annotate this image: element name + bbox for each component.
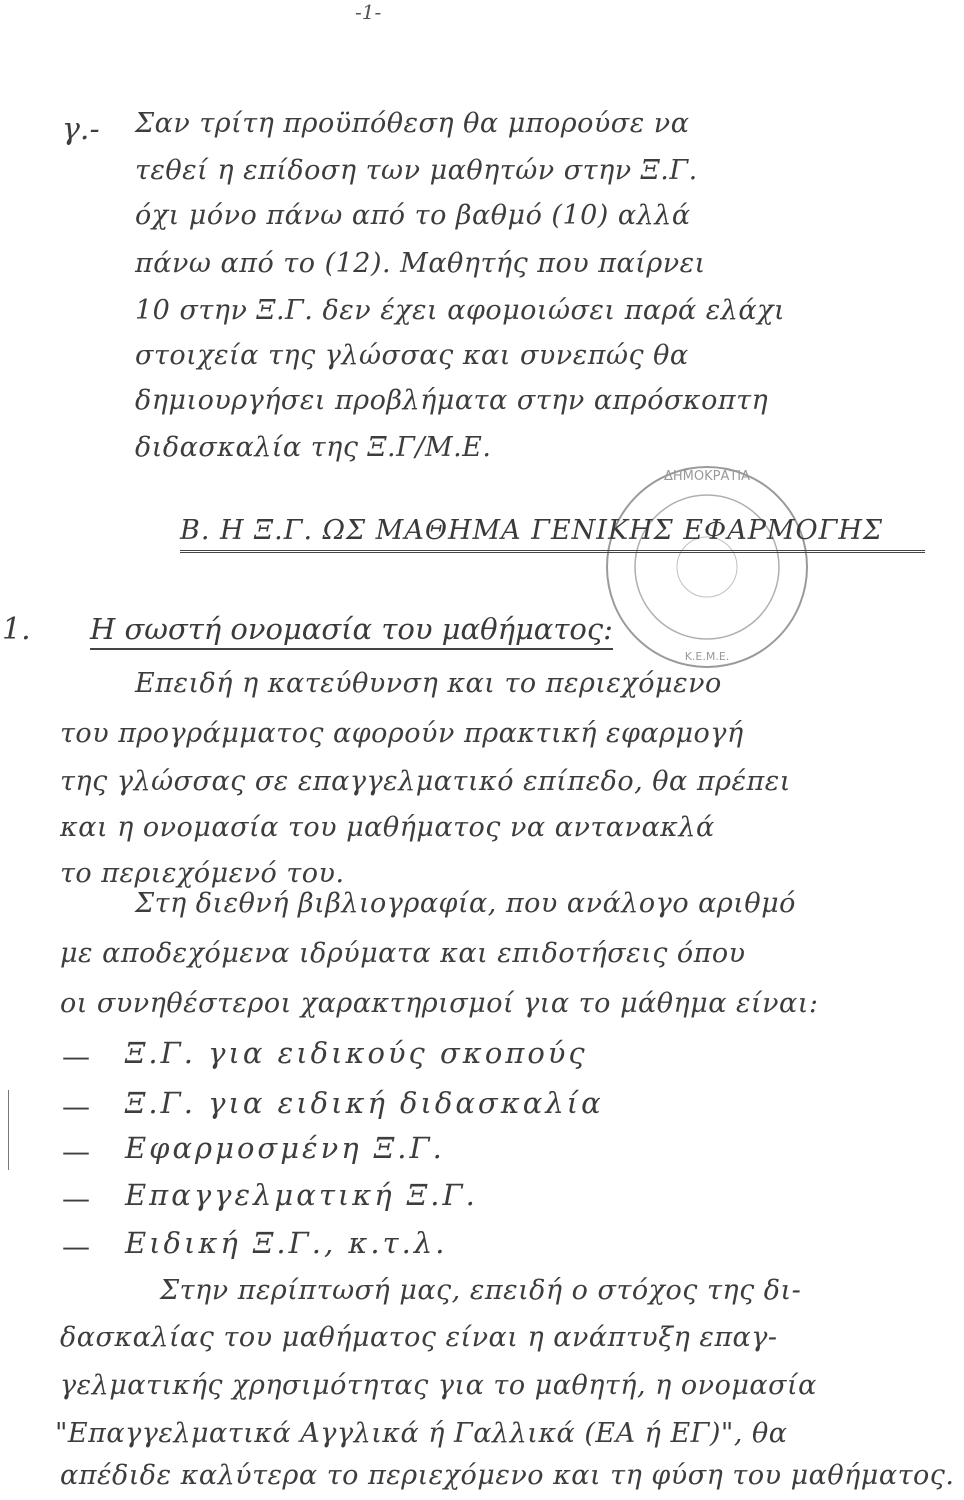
list-dash: —	[62, 1090, 90, 1123]
text-line: όχι μόνο πάνω από το βαθμό (10) αλλά	[135, 200, 691, 231]
list-dash: —	[62, 1135, 90, 1168]
text-line: και η ονομασία του μαθήματος να αντανακλά	[60, 812, 715, 843]
list-item: Ξ.Γ. για ειδική διδασκαλία	[125, 1086, 604, 1120]
list-dash: —	[62, 1040, 90, 1073]
text-line: Στη διεθνή βιβλιογραφία, που ανάλογο αριθμό	[135, 888, 796, 919]
text-line: Επειδή η κατεύθυνση και το περιεχόμενο	[135, 668, 722, 699]
page-number: -1-	[355, 0, 382, 24]
margin-mark	[8, 1090, 9, 1170]
text-line: τεθεί η επίδοση των μαθητών στην Ξ.Γ.	[135, 155, 698, 186]
text-line: δημιουργήσει προβλήματα στην απρόσκοπτη	[135, 385, 769, 416]
official-stamp	[600, 460, 815, 675]
section-heading-b: Β. Η Ξ.Γ. ΩΣ ΜΑΘΗΜΑ ΓΕΝΙΚΗΣ ΕΦΑΡΜΟΓΗΣ	[180, 515, 925, 553]
section-heading-1: Η σωστή ονομασία του μαθήματος:	[90, 612, 613, 650]
text-line: πάνω από το (12). Μαθητής που παίρνει	[135, 248, 706, 279]
text-line: δασκαλίας του μαθήματος είναι η ανάπτυξη επαγ-	[60, 1322, 778, 1353]
svg-text:ΔΗΜΟΚΡΑΤΙΑ: ΔΗΜΟΚΡΑΤΙΑ	[663, 469, 751, 484]
text-line: στοιχεία της γλώσσας και συνεπώς θα	[135, 340, 689, 371]
text-line: της γλώσσας σε επαγγελματικό επίπεδο, θα πρέπει	[60, 766, 791, 797]
text-line: 10 στην Ξ.Γ. δεν έχει αφομοιώσει παρά ελάχι	[135, 295, 786, 326]
text-line: γελματικής χρησιμότητας για το μαθητή, η ονομασία	[60, 1370, 817, 1401]
list-item: Ξ.Γ. για ειδικούς σκοπούς	[125, 1036, 588, 1070]
list-item: Επαγγελματική Ξ.Γ.	[125, 1178, 478, 1212]
text-line: "Επαγγελματικά Αγγλικά ή Γαλλικά (ΕΑ ή ΕΓ)", θα	[55, 1418, 788, 1449]
list-item: Ειδική Ξ.Γ., κ.τ.λ.	[125, 1226, 448, 1260]
text-line: με αποδεχόμενα ιδρύματα και επιδοτήσεις όπου	[60, 938, 746, 969]
text-line: οι συνηθέστεροι χαρακτηρισμοί για το μάθημα είναι:	[60, 988, 819, 1019]
section-marker-gamma: γ.-	[62, 112, 100, 147]
text-line: Σαν τρίτη προϋπόθεση θα μπορούσε να	[135, 108, 690, 139]
text-line: απέδιδε καλύτερα το περιεχόμενο και τη φύση του μαθήματος.	[60, 1460, 955, 1491]
text-line: Στην περίπτωσή μας, επειδή ο στόχος της δι-	[160, 1275, 802, 1306]
section-marker-1: 1.	[2, 612, 31, 647]
svg-text:Κ.Ε.Μ.Ε.: Κ.Ε.Μ.Ε.	[684, 650, 730, 663]
list-item: Εφαρμοσμένη Ξ.Γ.	[125, 1131, 445, 1165]
text-line: διδασκαλία της Ξ.Γ/Μ.Ε.	[135, 432, 492, 463]
text-line: του προγράμματος αφορούν πρακτική εφαρμογή	[60, 718, 744, 749]
list-dash: —	[62, 1182, 90, 1215]
list-dash: —	[62, 1230, 90, 1263]
text-line: το περιεχόμενό του.	[60, 858, 345, 889]
